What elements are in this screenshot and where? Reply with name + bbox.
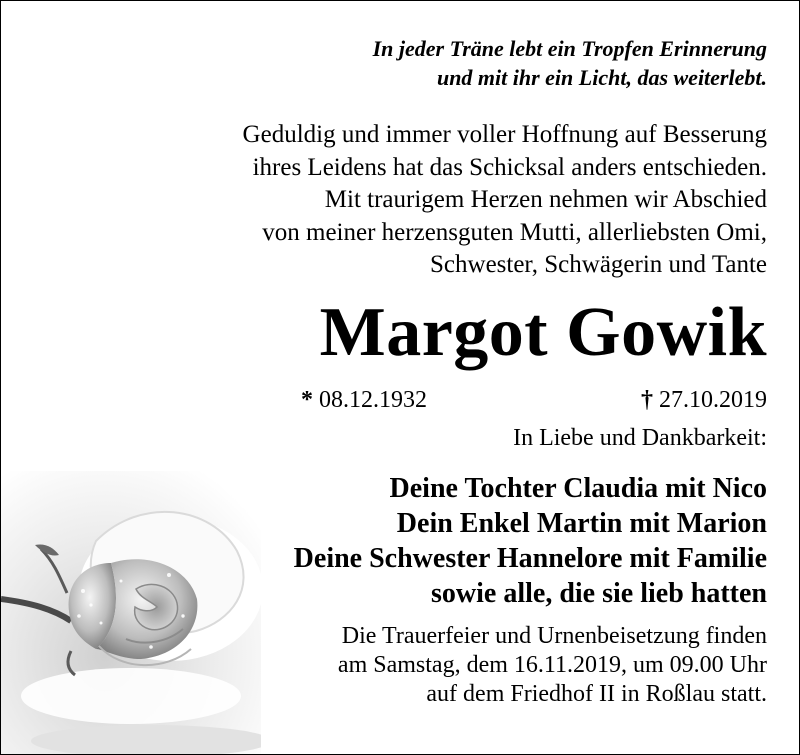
- intro-line: ihres Leidens hat das Schicksal anders entschieden.: [252, 153, 767, 181]
- death-date-group: [641, 385, 767, 415]
- mourner-line: Deine Tochter Claudia mit Nico: [389, 473, 767, 504]
- death-date: 27.10.2019: [659, 387, 767, 413]
- rose-icon: [1, 471, 261, 755]
- birth-star-icon: *: [301, 387, 313, 413]
- life-dates: [301, 385, 767, 417]
- mourner-line: Deine Schwester Hannelore mit Familie: [293, 543, 767, 574]
- intro-line: Geduldig und immer voller Hoffnung auf Besserung: [242, 121, 767, 148]
- intro-line: Mit traurigem Herzen nehmen wir Abschied: [324, 186, 767, 213]
- mourner-line: sowie alle, die sie lieb hatten: [431, 578, 767, 609]
- service-info: [338, 622, 767, 709]
- deceased-name: Margot Gowik: [319, 294, 767, 371]
- cross-icon: †: [641, 387, 653, 413]
- quote-line: In jeder Träne lebt ein Tropfen Erinnerung: [372, 36, 767, 61]
- service-line: auf dem Friedhof II in Roßlau statt.: [426, 681, 767, 707]
- service-line: Die Trauerfeier und Urnenbeisetzung finden: [341, 623, 767, 649]
- birth-date-group: [301, 385, 427, 415]
- intro-text: [243, 119, 767, 282]
- birth-date: 08.12.1932: [319, 387, 427, 413]
- service-line: am Samstag, dem 16.11.2019, um 09.00 Uhr: [337, 652, 767, 678]
- quote-line: und mit ihr ein Licht, das weiterlebt.: [436, 65, 767, 90]
- quote: [373, 34, 767, 92]
- mourners-list: [294, 471, 767, 611]
- mourner-line: Dein Enkel Martin mit Marion: [396, 508, 767, 539]
- thanks-line: In Liebe und Dankbarkeit:: [513, 425, 767, 451]
- intro-line: von meiner herzensguten Mutti, allerliebsten Omi,: [262, 218, 767, 246]
- intro-line: Schwester, Schwägerin und Tante: [430, 251, 767, 278]
